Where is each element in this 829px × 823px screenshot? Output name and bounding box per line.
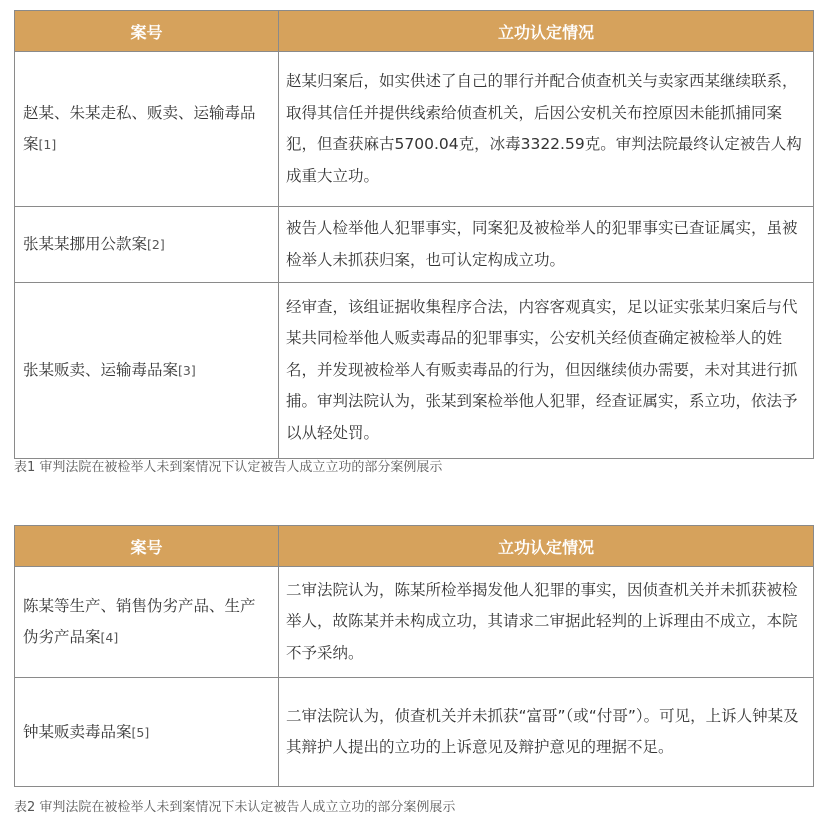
case-name-cell bbox=[15, 678, 279, 787]
header-case-number: 案号 bbox=[15, 526, 279, 567]
table-row bbox=[15, 567, 814, 678]
case-name: 张某贩卖、运输毒品案 bbox=[23, 361, 179, 379]
case-table-2 bbox=[14, 525, 814, 787]
case-name-cell bbox=[15, 52, 279, 207]
case-name-cell bbox=[15, 567, 279, 678]
header-merit-determination: 立功认定情况 bbox=[279, 526, 814, 567]
citation-ref: [5] bbox=[131, 724, 150, 740]
case-name-cell bbox=[15, 283, 279, 459]
citation-ref: [4] bbox=[100, 630, 119, 645]
table-row bbox=[15, 678, 814, 787]
case-table-1 bbox=[14, 10, 814, 459]
case-name: 张某某挪用公款案 bbox=[23, 235, 148, 253]
case-detail-cell: 二审法院认为，侦查机关并未抓获“富哥”（或“付哥”）。可见，上诉人钟某及其辩护人提出的立功的上诉意见及辩护意见的理据不足。 bbox=[279, 678, 814, 787]
table-1-caption: 表1 审判法院在被检举人未到案情况下认定被告人成立立功的部分案例展示 bbox=[14, 460, 443, 475]
header-case-number: 案号 bbox=[15, 11, 279, 52]
table-row bbox=[15, 52, 814, 207]
table-header-row bbox=[15, 526, 814, 567]
header-merit-determination: 立功认定情况 bbox=[279, 11, 814, 52]
table-row bbox=[15, 283, 814, 459]
case-detail-cell: 经审查，该组证据收集程序合法，内容客观真实，足以证实张某归案后与代某共同检举他人贩卖毒品的犯罪事实，公安机关经侦查确定被检举人的姓名，并发现被检举人有贩卖毒品的行为，但因继续侦办需要，未对其进行抓捕。审判法院认为，张某到案检举他人犯罪，经查证属实，系立功，依法予以从轻处罚。 bbox=[279, 283, 814, 459]
case-detail-cell: 赵某归案后，如实供述了自己的罪行并配合侦查机关与卖家西某继续联系，取得其信任并提供线索给侦查机关，后因公安机关布控原因未能抓捕同案犯，但查获麻古5700.04克，冰毒3322.59克。审判法院最终认定被告人构成重大立功。 bbox=[279, 52, 814, 207]
case-name-cell bbox=[15, 207, 279, 283]
case-detail-cell: 二审法院认为，陈某所检举揭发他人犯罪的事实，因侦查机关并未抓获被检举人，故陈某并未构成立功，其请求二审据此轻判的上诉理由不成立，本院不予采纳。 bbox=[279, 567, 814, 678]
case-name: 赵某、朱某走私、贩卖、运输毒品案 bbox=[23, 104, 256, 153]
case-name: 钟某贩卖毒品案 bbox=[23, 722, 132, 741]
citation-ref: [1] bbox=[38, 137, 57, 152]
table-header-row bbox=[15, 11, 814, 52]
case-name: 陈某等生产、销售伪劣产品、生产伪劣产品案 bbox=[23, 597, 256, 646]
case-detail-cell: 被告人检举他人犯罪事实，同案犯及被检举人的犯罪事实已查证属实，虽被检举人未抓获归案，也可认定构成立功。 bbox=[279, 207, 814, 283]
citation-ref: [2] bbox=[147, 237, 165, 252]
citation-ref: [3] bbox=[178, 363, 196, 378]
table-2-caption: 表2 审判法院在被检举人未到案情况下未认定被告人成立立功的部分案例展示 bbox=[14, 800, 456, 815]
table-row bbox=[15, 207, 814, 283]
